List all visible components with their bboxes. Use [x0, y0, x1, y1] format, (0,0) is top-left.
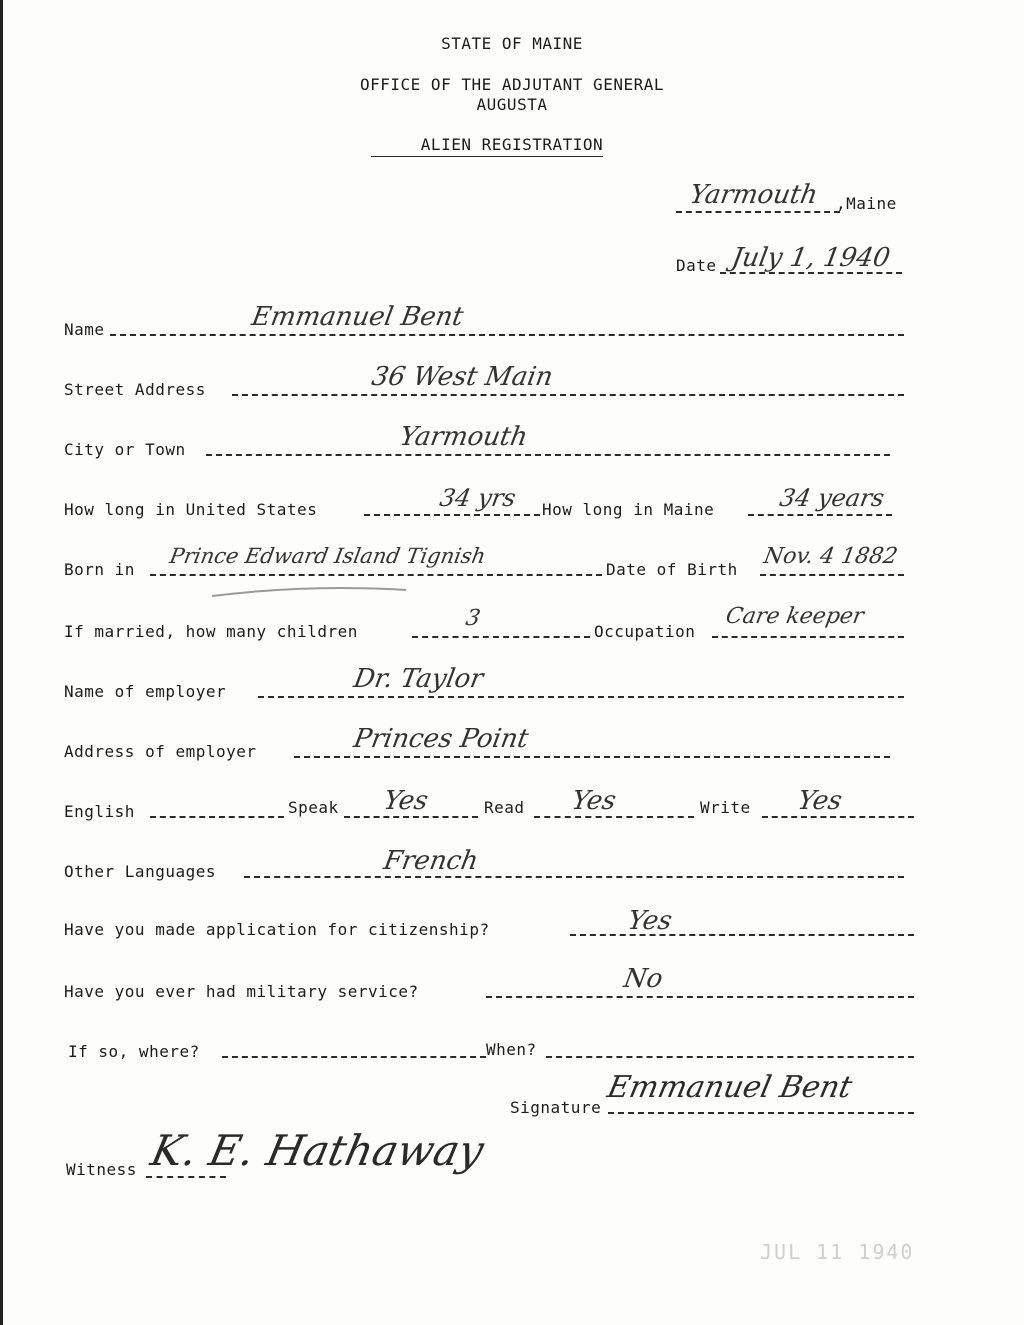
write-value: Yes [795, 786, 845, 816]
children-label: If married, how many children [64, 622, 358, 641]
born-line [150, 574, 602, 576]
born-label: Born in [64, 560, 135, 579]
street-value: 36 West Main [369, 362, 556, 392]
us-line [364, 514, 540, 516]
military-value: No [621, 964, 666, 994]
witness-value: K. E. Hathaway [146, 1126, 489, 1175]
employer-address-line [294, 756, 890, 758]
occupation-line [712, 636, 904, 638]
dob-label: Date of Birth [606, 560, 738, 579]
office-heading: OFFICE OF THE ADJUTANT GENERAL [360, 75, 664, 94]
languages-line [244, 876, 904, 878]
speak-label: Speak [288, 798, 339, 817]
english-line [150, 816, 284, 818]
write-label: Write [700, 798, 751, 817]
city-heading: AUGUSTA [476, 95, 548, 114]
dob-line [760, 574, 904, 576]
received-stamp: JUL 11 1940 [760, 1240, 915, 1264]
read-line [534, 816, 694, 818]
maine-line [748, 514, 892, 516]
maine-label: ,Maine [836, 194, 897, 213]
town-value: Yarmouth [687, 180, 820, 210]
languages-value: French [381, 846, 481, 876]
occupation-value: Care keeper [723, 604, 866, 629]
name-label: Name [64, 320, 105, 339]
signature-value: Emmanuel Bent [604, 1070, 856, 1105]
signature-label: Signature [510, 1098, 602, 1117]
name-value: Emmanuel Bent [249, 302, 466, 332]
us-label: How long in United States [64, 500, 318, 519]
speak-line [344, 816, 478, 818]
maine-value: 34 years [777, 484, 887, 512]
city-value: Yarmouth [397, 422, 530, 452]
street-label: Street Address [64, 380, 206, 399]
occupation-label: Occupation [594, 622, 696, 641]
write-line [762, 816, 914, 818]
name-line [110, 334, 904, 336]
citizenship-label: Have you made application for citizenship? [64, 920, 490, 939]
date-label: Date [676, 256, 717, 275]
state-heading: STATE OF MAINE [441, 34, 583, 53]
english-label: English [64, 802, 135, 821]
children-line [412, 636, 590, 638]
languages-label: Other Languages [64, 862, 216, 881]
military-line [486, 996, 914, 998]
form-title: ALIEN REGISTRATION [420, 135, 604, 154]
pencil-mark [210, 582, 410, 600]
maine-duration-label: How long in Maine [542, 500, 715, 519]
children-value: 3 [463, 606, 483, 631]
born-value: Prince Edward Island Tignish [167, 544, 488, 568]
street-line [232, 394, 904, 396]
military-label: Have you ever had military service? [64, 982, 419, 1001]
where-line [222, 1056, 486, 1058]
witness-label: Witness [66, 1160, 137, 1179]
speak-value: Yes [381, 786, 431, 816]
signature-line [608, 1112, 914, 1114]
read-label: Read [484, 798, 525, 817]
employer-address-label: Address of employer [64, 742, 257, 761]
where-label: If so, where? [68, 1042, 200, 1061]
citizenship-line [570, 934, 914, 936]
town-line [676, 211, 840, 213]
citizenship-value: Yes [625, 906, 675, 936]
date-value: July 1, 1940 [729, 243, 893, 273]
city-label: City or Town [64, 440, 186, 459]
dob-value: Nov. 4 1882 [761, 544, 900, 569]
us-value: 34 yrs [437, 484, 518, 512]
form-title-underline [371, 156, 603, 157]
employer-address-value: Princes Point [351, 724, 531, 754]
employer-value: Dr. Taylor [351, 664, 486, 694]
when-line [546, 1056, 914, 1058]
read-value: Yes [569, 786, 619, 816]
scan-edge [0, 0, 3, 1325]
employer-label: Name of employer [64, 682, 227, 701]
witness-line [146, 1176, 226, 1178]
city-line [206, 454, 890, 456]
when-label: When? [486, 1040, 537, 1059]
employer-line [258, 696, 904, 698]
